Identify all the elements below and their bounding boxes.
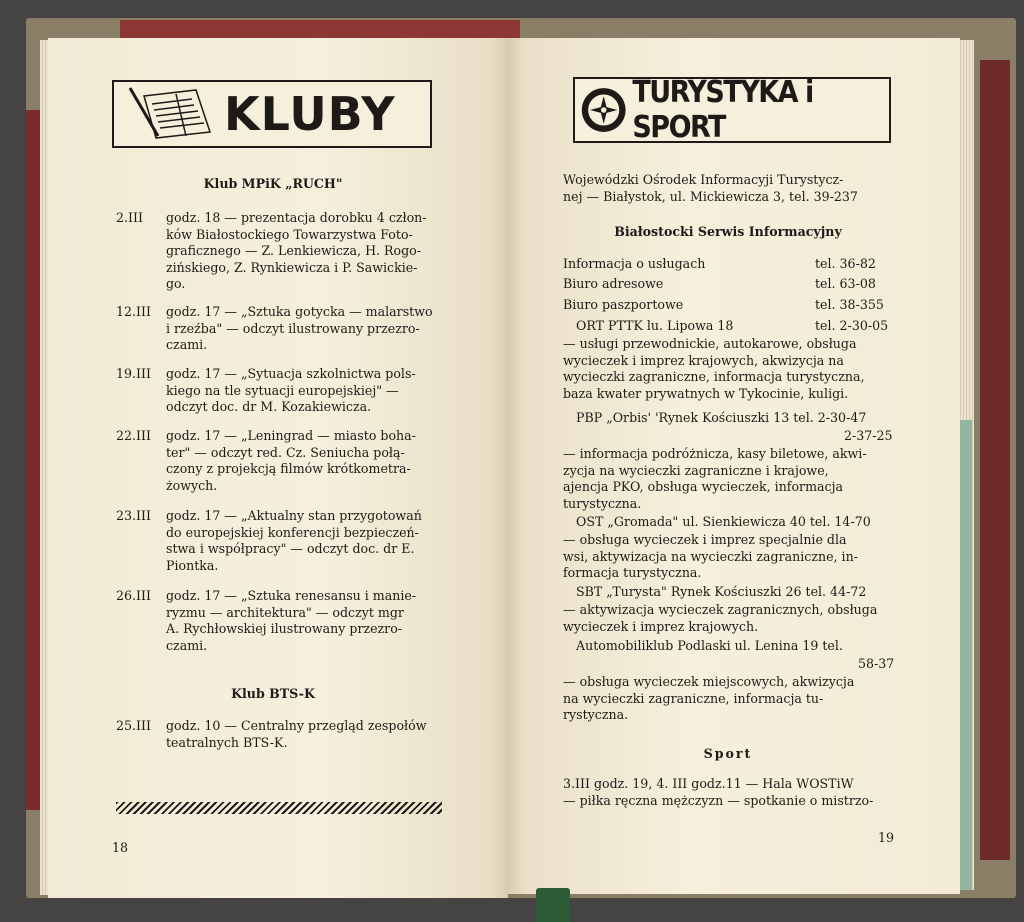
text-line: rystyczna. — [563, 707, 629, 723]
entry-line: godz. 17 — „Leningrad — miasto boha- — [166, 428, 416, 443]
text-line: — informacja podróżnicza, kasy biletowe, akwi- — [563, 446, 867, 461]
section-heading-ruch: Klub MPiK „RUCH" — [203, 176, 343, 191]
info-label: ORT PTTK lu. Lipowa 18 — [576, 318, 734, 333]
entry-line: stwa i współpracy" — odczyt doc. dr E. — [166, 541, 415, 557]
entry-line: czony z projekcją filmów krótkometra- — [166, 461, 411, 477]
auto-description — [563, 674, 893, 724]
entry-date: 23.III — [116, 508, 151, 523]
entry-line: czami. — [166, 637, 208, 653]
info-tel: tel. 36-82 — [815, 256, 876, 271]
text-line: 3.III godz. 19, 4. III godz.11 — Hala WOSTiW — [563, 776, 854, 791]
page-edge-tab — [958, 420, 972, 890]
info-tel: tel. 63-08 — [815, 276, 876, 291]
page-number-right: 19 — [878, 830, 895, 845]
newspaper-icon — [126, 86, 216, 142]
entry-line: godz. 17 — „Sytuacja szkolnictwa pols- — [166, 366, 416, 381]
entry-line: i rzeźba" — odczyt ilustrowany przezro- — [166, 320, 420, 336]
sbt-line: SBT „Turysta" Rynek Kościuszki 26 tel. 44-72 — [576, 584, 867, 599]
text-line: Wojewódzki Ośrodek Informacyji Turystycz- — [563, 172, 844, 187]
text-line: zycja na wycieczki zagraniczne i krajowe, — [563, 462, 829, 478]
entry-line: godz. 10 — Centralny przegląd zespołów — [166, 718, 427, 733]
entry-text — [166, 718, 442, 751]
info-tel: tel. 38-355 — [815, 297, 884, 312]
entry-line: teatralnych BTS-K. — [166, 734, 288, 750]
entry-line: ków Białostockiego Towarzystwa Foto- — [166, 226, 413, 242]
orbis-line: PBP „Orbis' 'Rynek Kościuszki 13 tel. 2-30-47 — [576, 410, 867, 425]
cover-red-edge-right — [980, 60, 1010, 860]
entry-line: odczyt doc. dr M. Kozakiewicza. — [166, 399, 372, 415]
text-line: wsi, aktywizacja na wycieczki zagraniczne, in- — [563, 548, 858, 564]
page-number-left: 18 — [112, 840, 129, 855]
info-label: Informacja o usługach — [563, 256, 706, 271]
info-label: Biuro adresowe — [563, 276, 664, 291]
ost-description — [563, 532, 893, 582]
entry-date: 26.III — [116, 588, 151, 603]
entry-line: godz. 18 — prezentacja dorobku 4 człon- — [166, 210, 427, 225]
section-heading-sport: Sport — [703, 746, 753, 761]
entry-line: kiego na tle sytuacji europejskiej" — — [166, 382, 399, 398]
text-line: — piłka ręczna mężczyzn — spotkanie o mistrzo- — [563, 792, 874, 808]
entry-line: ryzmu — architektura" — odczyt mgr — [166, 604, 404, 620]
entry-line: graficznego — Z. Lenkiewicza, H. Rogo- — [166, 243, 422, 259]
entry-date: 19.III — [116, 366, 151, 381]
entry-text — [166, 508, 442, 574]
bookmark-ribbon — [536, 888, 570, 922]
ost-line: OST „Gromada" ul. Sienkiewicza 40 tel. 14-70 — [576, 514, 871, 529]
text-line: turystyczna. — [563, 495, 642, 511]
text-line: formacja turystyczna. — [563, 565, 702, 581]
pttk-description — [563, 336, 893, 402]
text-line: na wycieczki zagraniczne, informacja tu- — [563, 690, 824, 706]
entry-line: godz. 17 — „Sztuka renesansu i manie- — [166, 588, 417, 603]
text-line: wycieczki zagraniczne, informacja turystyczna, — [563, 369, 865, 385]
entry-line: zińskiego, Z. Rynkiewicza i P. Sawickie- — [166, 259, 418, 275]
sport-text — [563, 776, 893, 809]
entry-line: godz. 17 — „Aktualny stan przygotowań — [166, 508, 422, 523]
text-line: baza kwater prywatnych w Tykocinie, kuligi. — [563, 385, 849, 401]
info-tel: tel. 2-30-05 — [815, 318, 889, 333]
auto-line: Automobiliklub Podlaski ul. Lenina 19 tel. — [576, 638, 843, 653]
decorative-rule — [116, 802, 442, 814]
orbis-description — [563, 446, 893, 512]
sbt-description — [563, 602, 893, 635]
text-line: wycieczek i imprez krajowych, akwizycja na — [563, 352, 844, 368]
entry-line: godz. 17 — „Sztuka gotycka — malarstwo — [166, 304, 433, 319]
entry-line: ter" — odczyt red. Cz. Seniucha połą- — [166, 444, 405, 460]
text-line: wycieczek i imprez krajowych. — [563, 618, 759, 634]
entry-date: 2.III — [116, 210, 143, 225]
entry-line: do europejskiej konferencji bezpieczeń- — [166, 524, 419, 540]
entry-text — [166, 428, 442, 494]
entry-line: czami. — [166, 337, 208, 353]
kluby-header — [112, 80, 432, 148]
text-line: — obsługa wycieczek miejscowych, akwizycja — [563, 674, 855, 689]
entry-date: 25.III — [116, 718, 151, 733]
section-heading-bts: Klub BTS-K — [231, 686, 315, 701]
compass-icon — [579, 83, 628, 137]
entry-line: A. Rychłowskiej ilustrowany przezro- — [166, 621, 403, 637]
entry-text — [166, 588, 442, 654]
text-line: nej — Białystok, ul. Mickiewicza 3, tel. 39-237 — [563, 188, 858, 204]
turystyka-header — [573, 77, 891, 143]
turystyka-title: TURYSTYKA i SPORT — [632, 75, 813, 145]
info-label: Biuro paszportowe — [563, 297, 684, 312]
entry-date: 22.III — [116, 428, 151, 443]
section-heading-serwis: Białostocki Serwis Informacyjny — [614, 224, 842, 239]
entry-text — [166, 210, 442, 293]
entry-line: go. — [166, 276, 186, 292]
auto-tel: 58-37 — [858, 656, 895, 671]
entry-text — [166, 304, 442, 354]
text-line: — usługi przewodnickie, autokarowe, obsługa — [563, 336, 857, 351]
entry-line: żowych. — [166, 477, 218, 493]
entry-text — [166, 366, 442, 416]
intro-text — [563, 172, 893, 205]
text-line: ajencja PKO, obsługa wycieczek, informacja — [563, 479, 843, 495]
kluby-title: KLUBY — [224, 87, 396, 141]
text-line: — aktywizacja wycieczek zagranicznych, obsługa — [563, 602, 878, 617]
entry-date: 12.III — [116, 304, 151, 319]
text-line: — obsługa wycieczek i imprez specjalnie dla — [563, 532, 847, 547]
entry-line: Piontka. — [166, 557, 219, 573]
orbis-tel: 2-37-25 — [844, 428, 893, 443]
